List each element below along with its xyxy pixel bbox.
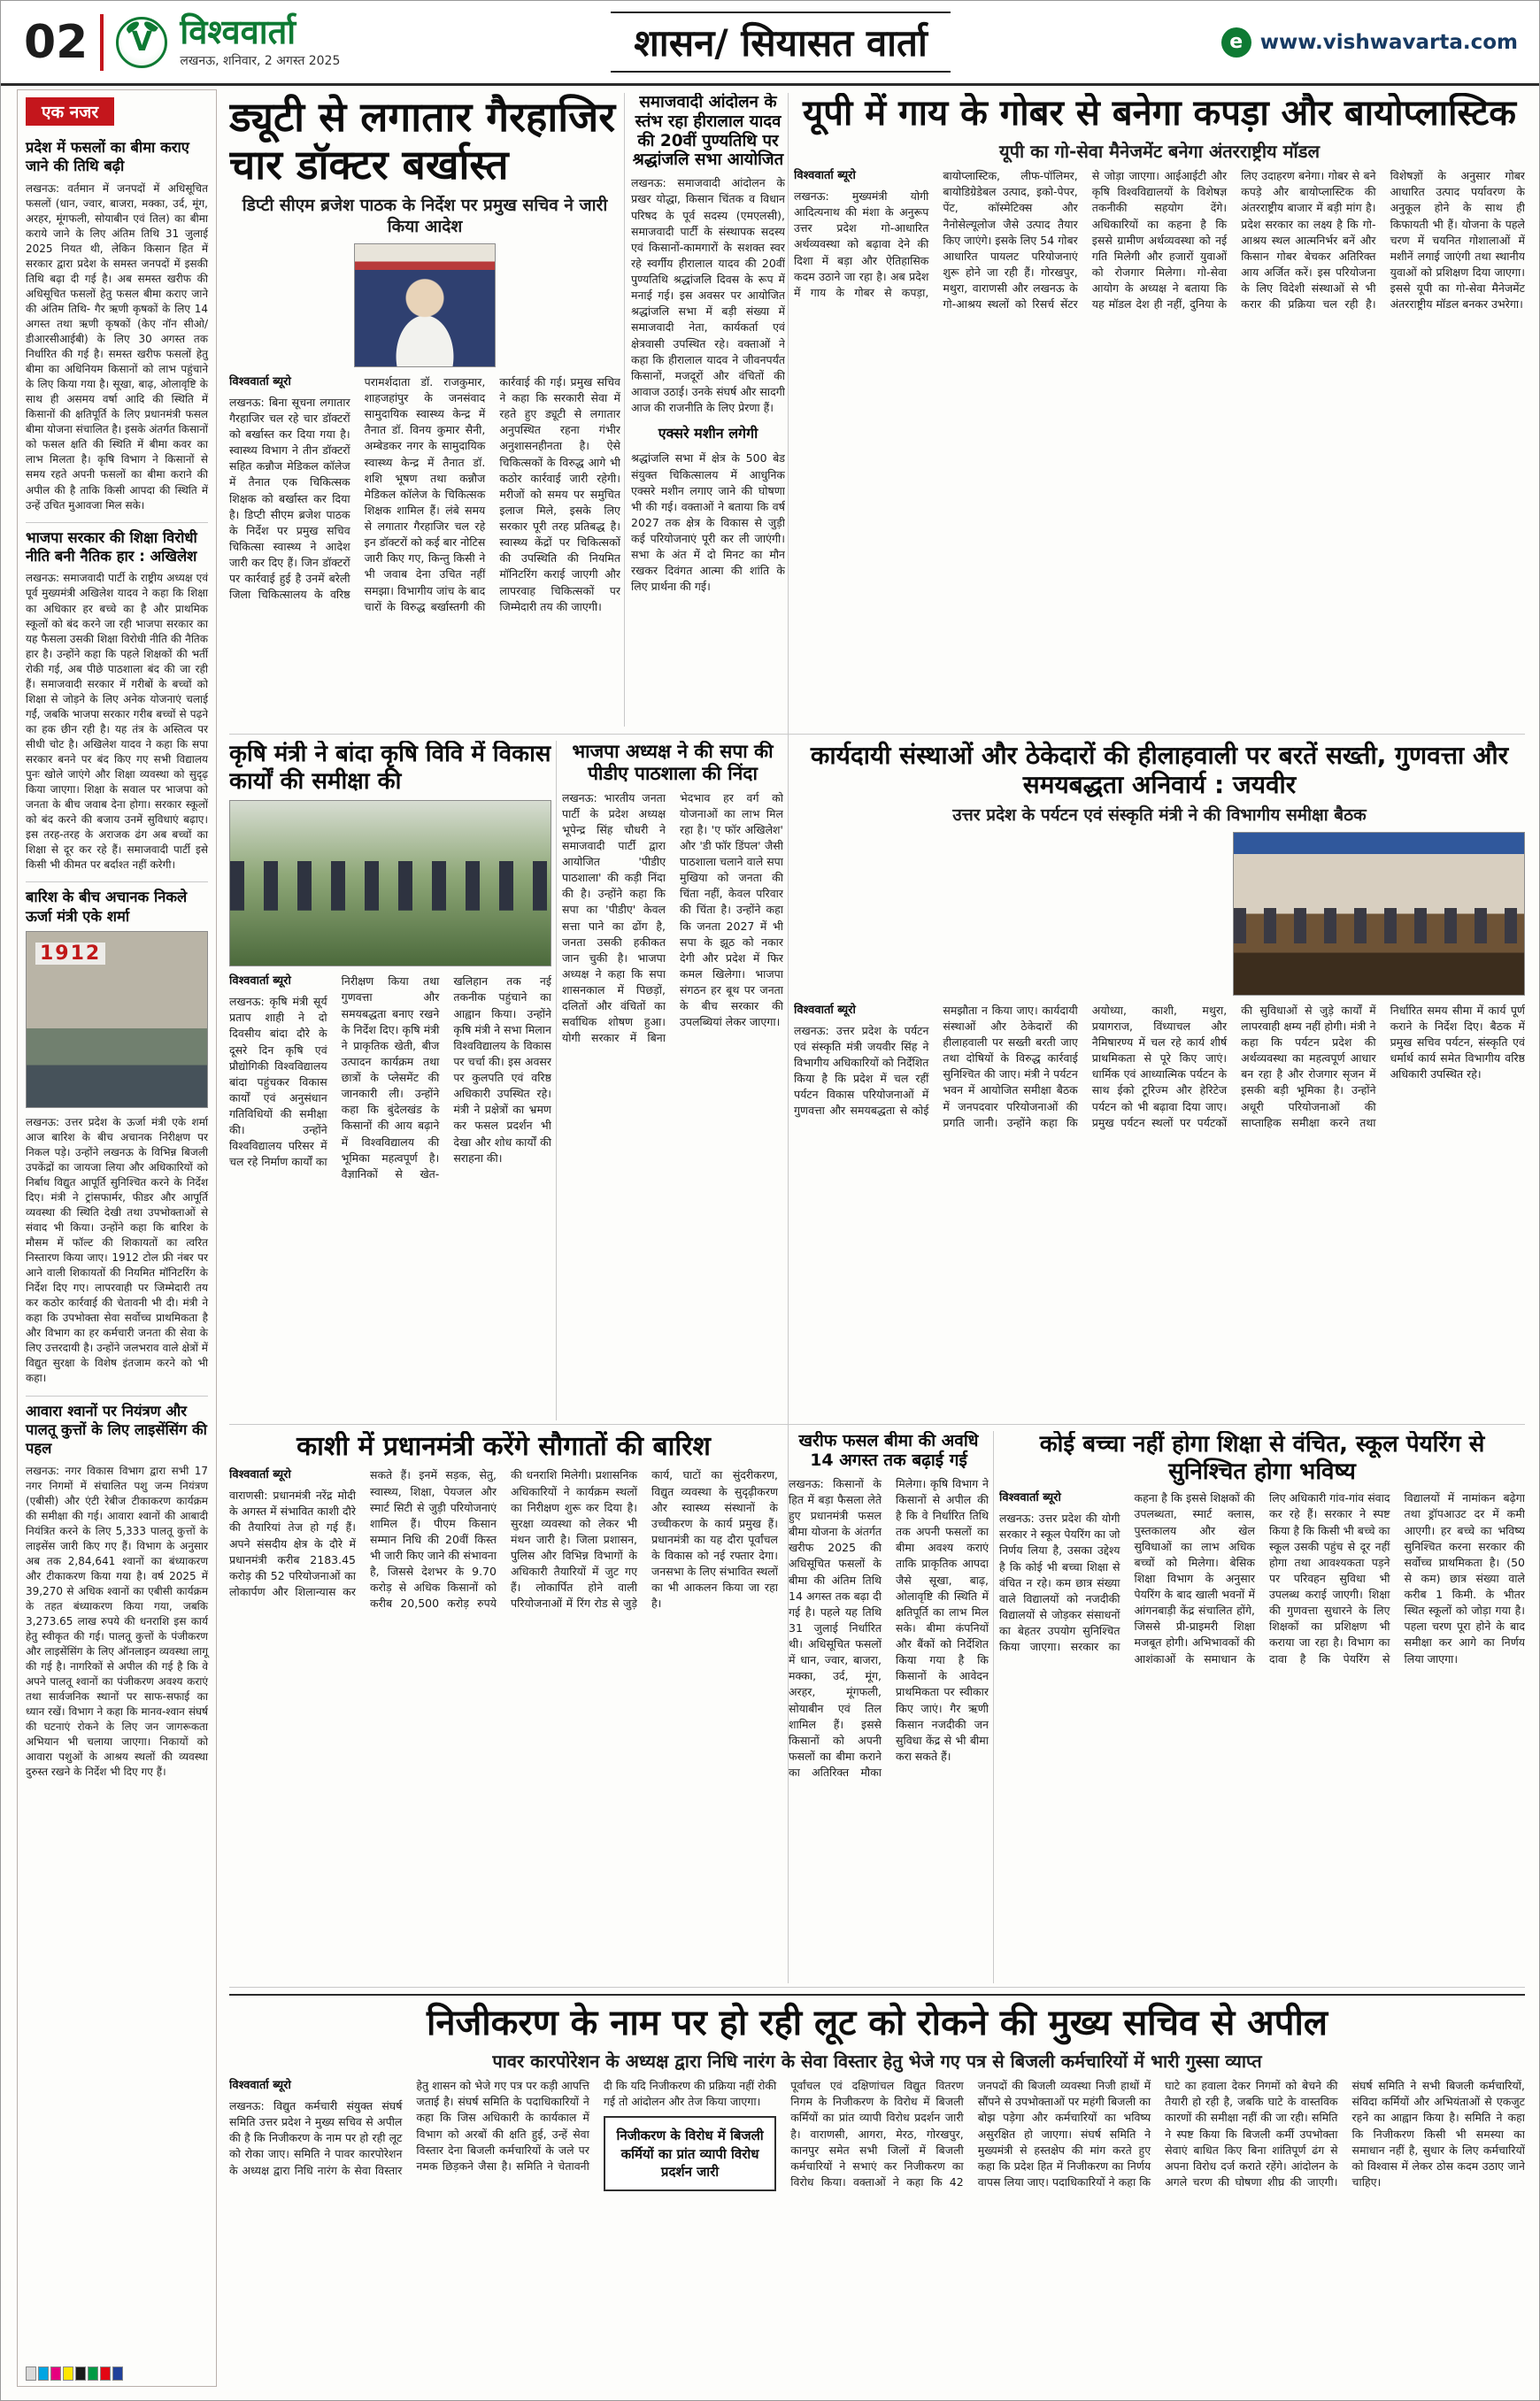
- article-crosshead: एक्सरे मशीन लगेगी: [658, 425, 758, 442]
- row-divider: [229, 734, 1525, 735]
- byline: विश्ववार्ता ब्यूरो: [229, 374, 291, 389]
- article-body: [794, 1003, 1525, 1131]
- article-headline: ड्यूटी से लगातार गैरहाजिर चार डॉक्टर बर्खास्त: [229, 93, 616, 189]
- print-mark: [50, 2366, 61, 2381]
- article-text: वाराणसी: प्रधानमंत्री नरेंद्र मोदी के अगस्त में संभावित काशी दौरे की तैयारियां तेज हो गई हैं। अपने संसदीय क्षेत्र के दौरे में प्रधानमंत्री करीब 2183.45 करोड़ की 52 परियोजनाओं का लोकार्पण और शिलान्यास कर सकते हैं। इनमें सड़क, सेतु, स्वास्थ्य, शिक्षा, पेयजल और स्मार्ट सिटी से जुड़ी परियोजनाएं शामिल हैं। पीएम किसान सम्मान निधि की 20वीं किस्त भी जारी किए जाने की संभावना है, जिससे देशभर के 9.70 करोड़ से अधिक किसानों को करीब 20,500 करोड़ रुपये की धनराशि मिलेगी। प्रशासनिक अधिकारियों ने कार्यक्रम स्थलों का निरीक्षण शुरू कर दिया है। सुरक्षा व्यवस्था को लेकर भी मंथन जारी है। जिला प्रशासन, पुलिस और विभिन्न विभागों के अधिकारी तैयारियों में जुट गए हैं। लोकार्पित होने वाली परियोजनाओं में रिंग रोड से जुड़े कार्य, घाटों का सुंदरीकरण, विद्युत व्यवस्था के सुदृढ़ीकरण और स्वास्थ्य संस्थानों के उच्चीकरण के कार्य प्रमुख हैं। प्रधानमंत्री का यह दौरा पूर्वांचल के विकास को नई रफ्तार देगा। जनसभा के लिए संभावित स्थलों का भी आकलन किया जा रहा है।: [229, 1468, 778, 1611]
- sidebar-title: एक नजर: [26, 97, 114, 126]
- article-tourism-minister-review: [794, 741, 1525, 1420]
- article-text: लखनऊ: विद्युत कर्मचारी संयुक्त संघर्ष समिति उत्तर प्रदेश ने मुख्य सचिव से अपील की है कि निजीकरण के नाम पर हो रही लूट को रोका जाए। समिति ने पावर कारपोरेशन के अध्यक्ष द्वारा निधि नारंग के सेवा विस्तार हेतु शासन को भेजे गए पत्र पर कड़ी आपत्ति जताई है। संघर्ष समिति के पदाधिकारियों ने कहा कि जिस अधिकारी के कार्यकाल में विभाग को अरबों की क्षति हुई, उन्हें सेवा विस्तार देना बिजली कर्मचारियों के जले पर नमक छिड़कने जैसा है। समिति ने चेतावनी दी कि यदि निजीकरण की प्रक्रिया नहीं रोकी गई तो आंदोलन और तेज किया जाएगा।: [229, 2079, 777, 2177]
- print-mark: [26, 2366, 36, 2381]
- byline: विश्ववार्ता ब्यूरो: [229, 2079, 291, 2093]
- article-body: [789, 1476, 989, 1781]
- sidebar-headline: आवारा श्वानों पर नियंत्रण और पालतू कुत्तों के लिए लाइसेंसिंग की पहल: [26, 1402, 207, 1458]
- article-body: [229, 374, 620, 615]
- sidebar-article-crop-insurance-date: [26, 133, 208, 523]
- article-text: पूर्वांचल एवं दक्षिणांचल विद्युत वितरण निगम के निजीकरण के विरोध में बिजली कर्मियों का प्रांत व्यापी विरोध प्रदर्शन जारी है। वाराणसी, आगरा, मेरठ, गोरखपुर, कानपुर समेत सभी जिलों में बिजली कर्मचारियों ने सभाएं कर निजीकरण का विरोध किया। वक्ताओं ने कहा कि 42 जनपदों की बिजली व्यवस्था निजी हाथों में सौंपने से उपभोक्ताओं पर महंगी बिजली का बोझ पड़ेगा और कर्मचारियों का भविष्य असुरक्षित हो जाएगा। संघर्ष समिति ने मुख्यमंत्री से हस्तक्षेप की मांग करते हुए कहा कि प्रदेश हित में निजीकरण का निर्णय वापस लिया जाए। पदाधिकारियों ने कहा कि घाटे का हवाला देकर निगमों को बेचने की तैयारी हो रही है, जबकि घाटे के वास्तविक कारणों की समीक्षा नहीं की जा रही। समिति ने स्पष्ट किया कि बिजली कर्मी उपभोक्ता सेवाएं बाधित किए बिना शांतिपूर्ण ढंग से अपना विरोध दर्ज कराते रहेंगे। आंदोलन के अगले चरण की घोषणा शीघ्र की जाएगी। संघर्ष समिति ने सभी बिजली कर्मचारियों, संविदा कर्मियों और अभियंताओं से एकजुट रहने का आह्वान किया है। समिति ने कहा कि निजीकरण किसी भी समस्या का समाधान नहीं है, सुधार के लिए कर्मचारियों को विश्वास में लेकर ठोस कदम उठाए जाने चाहिए।: [790, 2079, 1525, 2189]
- sidebar-article-stray-dogs-licensing: [26, 1397, 208, 1789]
- masthead-logo: [116, 17, 167, 68]
- sidebar-body: लखनऊ: उत्तर प्रदेश के ऊर्जा मंत्री एके शर्मा आज बारिश के बीच अचानक निरीक्षण पर निकल पड़े। उन्होंने लखनऊ के विभिन्न बिजली उपकेंद्रों का जायजा लिया और अधिकारियों को निर्बाध विद्युत आपूर्ति सुनिश्चित करने के निर्देश दिए। मंत्री ने ट्रांसफार्मर, फीडर और आपूर्ति व्यवस्था की स्थिति देखी तथा उपभोक्ताओं से संवाद भी किया। उन्होंने कहा कि बारिश के मौसम में फॉल्ट की शिकायतों का त्वरित निस्तारण किया जाए। 1912 टोल फ्री नंबर पर आने वाली शिकायतों की नियमित मॉनिटरिंग के निर्देश दिए गए। लापरवाही पर जिम्मेदारी तय कर कठोर कार्रवाई की चेतावनी भी दी। मंत्री ने कहा कि उपभोक्ता सेवा सर्वोच्च प्राथमिकता है और विभाग का हर कर्मचारी जनता की सेवा के लिए उत्तरदायी है। उन्होंने जलभराव वाले क्षेत्रों में विद्युत सुरक्षा के विशेष इंतजाम करने को भी कहा।: [26, 1115, 208, 1385]
- article-headline: यूपी में गाय के गोबर से बनेगा कपड़ा और बायोप्लास्टिक: [803, 93, 1516, 134]
- photo-energy-minister-inspection: [26, 931, 208, 1108]
- sidebar-headline: बारिश के बीच अचानक निकले ऊर्जा मंत्री एके शर्मा: [26, 889, 188, 925]
- article-text: लखनऊ: उत्तर प्रदेश की योगी सरकार ने स्कूल पेयरिंग का जो निर्णय लिया है, उसका उद्देश्य है कि कोई भी बच्चा शिक्षा से वंचित न रहे। कम छात्र संख्या वाले विद्यालयों को नजदीकी विद्यालयों से जोड़कर संसाधनों का बेहतर उपयोग सुनिश्चित किया जाएगा। सरकार का कहना है कि इससे शिक्षकों की उपलब्धता, स्मार्ट क्लास, पुस्तकालय और खेल सुविधाओं का लाभ अधिक बच्चों को मिलेगा। बेसिक शिक्षा विभाग के अनुसार पेयरिंग के बाद खाली भवनों में आंगनबाड़ी केंद्र संचालित होंगे, जिससे प्री-प्राइमरी शिक्षा मजबूत होगी। अभिभावकों की आशंकाओं के समाधान के लिए अधिकारी गांव-गांव संवाद कर रहे हैं। सरकार ने स्पष्ट किया है कि किसी भी बच्चे का स्कूल उसकी पहुंच से दूर नहीं होगा तथा आवश्यकता पड़ने पर परिवहन सुविधा भी उपलब्ध कराई जाएगी। शिक्षा की गुणवत्ता सुधारने के लिए शिक्षकों का प्रशिक्षण भी कराया जा रहा है। विभाग का दावा है कि पेयरिंग से विद्यालयों में नामांकन बढ़ेगा तथा ड्रॉपआउट दर में कमी आएगी। हर बच्चे का भविष्य सुनिश्चित करना सरकार की सर्वोच्च प्राथमिकता है। (50 से कम) छात्र संख्या वाले करीब 1 किमी. के भीतर स्थित स्कूलों को जोड़ा गया है। पहला चरण पूरा होने के बाद समीक्षा कर आगे का निर्णय लिया जाएगा।: [999, 1491, 1525, 1666]
- row-divider: [229, 1424, 1525, 1425]
- section-title: शासन/ सियासत वार्ता: [611, 12, 951, 73]
- article-hiralal-yadav-tribute: [631, 93, 785, 730]
- article-text: लखनऊ: समाजवादी आंदोलन के प्रखर योद्धा, किसान चिंतक व विधान परिषद के पूर्व सदस्य (एमएलसी), समाजवादी पार्टी के संस्थापक सदस्य एवं किसानों-कामगारों के सशक्त स्वर रहे स्वर्गीय हीरालाल यादव की 20वीं पुण्यतिथि श्रद्धांजलि दिवस के रूप में मनाई गई। इस अवसर पर आयोजित श्रद्धांजलि सभा में बड़ी संख्या में समाजवादी नेता, कार्यकर्ता एवं क्षेत्रवासी उपस्थित रहे। वक्ताओं ने कहा कि हीरालाल यादव ने जीवनपर्यंत किसानों, मजदूरों और वंचितों की आवाज उठाई। उनके संघर्ष और सादगी आज की राजनीति के लिए प्रेरणा हैं।: [631, 176, 785, 415]
- article-headline: निजीकरण के नाम पर हो रही लूट को रोकने की मुख्य सचिव से अपील: [229, 1994, 1525, 2044]
- print-mark: [63, 2366, 73, 2381]
- article-subhead: उत्तर प्रदेश के पर्यटन एवं संस्कृति मंत्री ने की विभागीय समीक्षा बैठक: [952, 805, 1367, 826]
- article-headline: समाजवादी आंदोलन के स्तंभ रहा हीरालाल यादव की 20वीं पुण्यतिथि पर श्रद्धांजलि सभा आयोजित: [632, 93, 784, 170]
- article-text: श्रद्धांजलि सभा में क्षेत्र के 500 बेड संयुक्त चिकित्सालय में आधुनिक एक्सरे मशीन लगाए जाने की घोषणा भी की गई। वक्ताओं ने बताया कि वर्ष 2027 तक क्षेत्र के विकास से जुड़ी कई परियोजनाएं पूरी कर ली जाएंगी। सभा के अंत में दो मिनट का मौन रखकर दिवंगत आत्मा की शांति के लिए प्रार्थना की गई।: [631, 451, 785, 594]
- print-mark: [100, 2366, 111, 2381]
- article-text: लखनऊ: मुख्यमंत्री योगी आदित्यनाथ की मंशा के अनुरूप उत्तर प्रदेश गो-आधारित अर्थव्यवस्था को बढ़ावा देने की दिशा में बड़ा और ऐतिहासिक कदम उठाने जा रहा है। अब प्रदेश में गाय के गोबर से कपड़ा, बायोप्लास्टिक, लीफ-पॉलिमर, बायोडिग्रेडेबल उत्पाद, इको-पेपर, पेंट, कॉस्मेटिक्स और नैनोसेल्यूलोज जैसे उत्पाद तैयार किए जाएंगे। इसके लिए 54 गोबर आधारित पायलट परियोजनाएं शुरू होने जा रही हैं। गोरखपुर, मथुरा, वाराणसी और लखनऊ के गो-आश्रय स्थलों को रिसर्च सेंटर से जोड़ा जाएगा। आईआईटी और कृषि विश्वविद्यालयों के विशेषज्ञ तकनीकी सहयोग देंगे। अधिकारियों का कहना है कि इससे ग्रामीण अर्थव्यवस्था को नई गति मिलेगी और हजारों युवाओं को रोजगार मिलेगा। गो-सेवा आयोग के अध्यक्ष ने बताया कि यह मॉडल देश ही नहीं, दुनिया के लिए उदाहरण बनेगा। गोबर से बने कपड़े और बायोप्लास्टिक की अंतरराष्ट्रीय बाजार में बड़ी मांग है। प्रदेश सरकार का लक्ष्य है कि गो-आश्रय स्थल आत्मनिर्भर बनें और किसान गोबर बेचकर अतिरिक्त आय अर्जित करें। इस परियोजना के लिए विदेशी संस्थाओं से भी करार की प्रक्रिया चल रही है। विशेषज्ञों के अनुसार गोबर आधारित उत्पाद पर्यावरण के अनुकूल होने के साथ ही किफायती भी हैं। योजना के पहले चरण में चयनित गोशालाओं में मशीनें लगाई जाएंगी तथा स्थानीय युवाओं को प्रशिक्षण दिया जाएगा। इससे यूपी का गो-सेवा मैनेजमेंट अंतरराष्ट्रीय मॉडल बनकर उभरेगा।: [794, 169, 1525, 312]
- byline: विश्ववार्ता ब्यूरो: [794, 1003, 856, 1017]
- article-headline: कृषि मंत्री ने बांदा कृषि विवि में विकास कार्यों की समीक्षा की: [229, 741, 551, 795]
- sidebar-ek-nazar: [17, 89, 217, 2387]
- sidebar-article-akhilesh-education: [26, 523, 208, 883]
- byline: विश्ववार्ता ब्यूरो: [794, 169, 856, 183]
- masthead-text: [180, 12, 341, 69]
- page-header: [1, 1, 1540, 86]
- edition-dateline: लखनऊ, शनिवार, 2 अगस्त 2025: [180, 53, 341, 68]
- website-block: [1221, 27, 1518, 58]
- print-mark: [75, 2366, 86, 2381]
- website-url[interactable]: www.vishwavarta.com: [1259, 30, 1518, 54]
- photo-review-meeting: [1233, 832, 1525, 996]
- article-body: [229, 1467, 778, 1612]
- article-privatization-appeal: [229, 1994, 1525, 2380]
- sidebar-headline: भाजपा सरकार की शिक्षा विरोधी नीति बनी नैतिक हार : अखिलेश: [26, 528, 197, 565]
- article-text: लखनऊ: बिना सूचना लगातार गैरहाजिर चल रहे चार डॉक्टरों को बर्खास्त कर दिया गया है। स्वास्थ्य विभाग ने तीन डॉक्टरों सहित कन्नौज मेडिकल कॉलेज में तैनात एक चिकित्सक शिक्षक को बर्खास्त कर दिया है। डिप्टी सीएम ब्रजेश पाठक के निर्देश पर प्रमुख सचिव चिकित्सा स्वास्थ्य ने आदेश जारी कर दिए हैं। जिन डॉक्टरों पर कार्रवाई हुई है उनमें बरेली जिला चिकित्सालय के वरिष्ठ परामर्शदाता डॉ. राजकुमार, शाहजहांपुर के जनसंवाद सामुदायिक स्वास्थ्य केन्द्र में तैनात डॉ. विनय कुमार सैनी, अम्बेडकर नगर के सामुदायिक स्वास्थ्य केन्द्र में तैनात डॉ. शशि भूषण तथा कन्नौज मेडिकल कॉलेज के चिकित्सक शिक्षक शामिल हैं। लंबे समय से लगातार गैरहाजिर चल रहे इन डॉक्टरों को कई बार नोटिस जारी किए गए, किन्तु किसी ने भी जवाब देना उचित नहीं समझा। विभागीय जांच के बाद चारों के विरुद्ध बर्खास्तगी की कार्रवाई की गई। प्रमुख सचिव ने कहा कि सरकारी सेवा में रहते हुए ड्यूटी से लगातार अनुपस्थित रहना गंभीर अनुशासनहीनता है। ऐसे चिकित्सकों के विरुद्ध आगे भी कठोर कार्रवाई जारी रहेगी। मरीजों को समय पर समुचित इलाज मिले, इसके लिए सरकार पूरी तरह प्रतिबद्ध है। स्वास्थ्य केंद्रों पर चिकित्सकों की उपस्थिति की नियमित मॉनिटरिंग कराई जाएगी और लापरवाह चिकित्सकों पर जिम्मेदारी तय की जाएगी।: [229, 374, 620, 613]
- photo-wall-number: 1912: [35, 943, 105, 965]
- protest-box-note: निजीकरण के विरोध में बिजली कर्मियों का प्रांत व्यापी विरोध प्रदर्शन जारी: [604, 2116, 776, 2191]
- byline: विश्ववार्ता ब्यूरो: [229, 1468, 291, 1482]
- article-text: लखनऊ: कृषि मंत्री सूर्य प्रताप शाही ने दो दिवसीय बांदा दौरे के दूसरे दिन कृषि एवं प्रौद्योगिकी विश्वविद्यालय बांदा पहुंचकर विकास कार्यों एवं अनुसंधान गतिविधियों की समीक्षा की। उन्होंने विश्वविद्यालय परिसर में चल रहे निर्माण कार्यों का निरीक्षण किया तथा गुणवत्ता और समयबद्धता बनाए रखने के निर्देश दिए। कृषि मंत्री ने प्राकृतिक खेती, बीज उत्पादन कार्यक्रम तथा छात्रों के प्लेसमेंट की जानकारी ली। उन्होंने कहा कि बुंदेलखंड के किसानों की आय बढ़ाने में विश्वविद्यालय की भूमिका महत्वपूर्ण है। वैज्ञानिकों से खेत-खलिहान तक नई तकनीक पहुंचाने का आह्वान किया। उन्होंने कृषि मंत्री ने सभा मिलान विश्वविद्यालय के विकास पर चर्चा की। इस अवसर पर कुलपति एवं वरिष्ठ अधिकारी उपस्थित रहे। मंत्री ने प्रक्षेत्रों का भ्रमण कर फसल प्रदर्शन भी देखा और शोध कार्यों की सराहना की।: [229, 974, 551, 1181]
- print-mark: [112, 2366, 123, 2381]
- column-divider: [556, 741, 557, 1420]
- print-mark: [88, 2366, 98, 2381]
- sidebar-body: लखनऊ: समाजवादी पार्टी के राष्ट्रीय अध्यक्ष एवं पूर्व मुख्यमंत्री अखिलेश यादव ने कहा कि शिक्षा का अधिकार हर बच्चे का है और प्राथमिक स्कूलों को बंद करने जा रही भाजपा सरकार का यह फैसला उसकी शिक्षा विरोधी नीति की नैतिक हार है। उन्होंने कहा कि पहले शिक्षकों की भर्ती रोकी गई, अब पीछे पाठशाला बंद की जा रही हैं। समाजवादी सरकार में गरीबों के बच्चों को शिक्षा से जोड़ने के लिए अनेक योजनाएं चलाई गईं, जबकि भाजपा सरकार गरीब बच्चों से पढ़ने का हक छीन रही है। यह तंत्र के अस्तित्व पर सीधी चोट है। अखिलेश यादव ने कहा कि सपा सरकार बनने पर बंद किए गए सभी विद्यालय पुनः खोले जाएंगे और शिक्षा व्यवस्था को सुदृढ़ किया जाएगा। शिक्षा के सवाल पर भाजपा को जनता के बीच जवाब देना होगा। सरकार स्कूलों को बंद करने की बजाय उनमें सुविधाएं बढ़ाए। इस तरह-तरह के अराजक ढंग अब बच्चों का शिक्षा से दूर कर रहे हैं। समाजवादी पार्टी इसे किसी भी कीमत पर बर्दाश्त नहीं करेगी।: [26, 572, 208, 872]
- print-color-bar: [26, 2366, 123, 2381]
- column-divider: [993, 1431, 994, 1983]
- byline: विश्ववार्ता ब्यूरो: [999, 1491, 1061, 1505]
- article-text: लखनऊ: किसानों के हित में बड़ा फैसला लेते हुए प्रधानमंत्री फसल बीमा योजना के अंतर्गत खरीफ 2025 की अधिसूचित फसलों के बीमा की अंतिम तिथि 14 अगस्त तक बढ़ा दी गई है। पहले यह तिथि 31 जुलाई निर्धारित थी। अधिसूचित फसलों में धान, ज्वार, बाजरा, मक्का, उर्द, मूंग, अरहर, मूंगफली, सोयाबीन एवं तिल शामिल हैं। इससे किसानों को अपनी फसलों का बीमा कराने का अतिरिक्त मौका मिलेगा। कृषि विभाग ने किसानों से अपील की है कि वे निर्धारित तिथि तक अपनी फसलों का बीमा अवश्य कराएं ताकि प्राकृतिक आपदा जैसे सूखा, बाढ़, ओलावृष्टि की स्थिति में क्षतिपूर्ति का लाभ मिल सके। बीमा कंपनियों और बैंकों को निर्देशित किया गया है कि किसानों के आवेदन प्राथमिकता पर स्वीकार किए जाएं। गैर ऋणी किसान नजदीकी जन सुविधा केंद्र से भी बीमा करा सकते हैं।: [789, 1476, 989, 1780]
- page-number: 02: [24, 15, 89, 69]
- article-kharif-insurance-extension: [789, 1431, 989, 1983]
- section-title-block: [611, 12, 951, 73]
- article-headline: काशी में प्रधानमंत्री करेंगे सौगातों की बारिश: [296, 1431, 711, 1462]
- article-body: [229, 2078, 1525, 2191]
- article-cow-dung-bioplastic: [794, 93, 1525, 730]
- photo-minister-field-visit: [229, 800, 551, 966]
- column-divider: [624, 93, 625, 727]
- article-body: [999, 1490, 1525, 1666]
- sidebar-body: लखनऊ: वर्तमान में जनपदों में अधिसूचित फसलों (धान, ज्वार, बाजरा, मक्का, उर्द, मूंग, अरहर, मूंगफली, सोयाबीन एवं तिल) का बीमा कराये जाने के लिए अंतिम तिथि 31 जुलाई 2025 नियत थी, लेकिन किसान हित में सरकार द्वारा प्रदेश के समस्त जनपदों में इसकी तिथि बढ़ा दी गई है। अब समस्त खरीफ की अधिसूचित फसलों हेतु फसल बीमा कराए जाने की अंतिम तिथि- गैर ऋणी कृषकों के लिए 14 अगस्त तथा ऋणी कृषकों (केए नॉन सीओ/डीआरसीआईबी) के लिए 30 अगस्त तक निर्धारित की गई है। समस्त खरीफ फसलों हेतु बीमा का अधिनियम किसानों को लाभ पहुंचाने के लिए किया गया है। सूखा, बाढ़, ओलावृष्टि के साथ ही असमय वर्षा आदि की स्थिति में किसानों की क्षतिपूर्ति के लिए प्रधानमंत्री फसल बीमा योजना संचालित है। इसके अंतर्गत किसानों को फसल क्षति की स्थिति में बीमा कवर का लाभ मिलता है। कृषि विभाग ने किसानों से समय रहते अपनी फसलों का बीमा कराने की अपील की है ताकि किसी आपदा की स्थिति में उन्हें उचित मुआवजा मिल सके।: [26, 181, 208, 512]
- article-headline: खरीफ फसल बीमा की अवधि 14 अगस्त तक बढ़ाई गई: [798, 1431, 979, 1471]
- column-divider: [788, 93, 789, 1983]
- masthead-block: [24, 14, 340, 71]
- photo-brajesh-pathak: [354, 243, 496, 367]
- article-text: लखनऊ: उत्तर प्रदेश के पर्यटन एवं संस्कृति मंत्री जयवीर सिंह ने विभागीय अधिकारियों को निर्देशित किया है कि प्रदेश में चल रहीं पर्यटन विकास परियोजनाओं में गुणवत्ता और समयबद्धता से कोई समझौता न किया जाए। कार्यदायी संस्थाओं और ठेकेदारों की हीलाहवाली पर सख्ती बरती जाए तथा दोषियों के विरुद्ध कार्रवाई सुनिश्चित की जाए। मंत्री ने पर्यटन भवन में आयोजित समीक्षा बैठक में जनपदवार परियोजनाओं की प्रगति जानी। उन्होंने कहा कि अयोध्या, काशी, मथुरा, प्रयागराज, विंध्याचल और नैमिषारण्य में चल रहे कार्य शीर्ष प्राथमिकता से पूरे किए जाएं। धार्मिक एवं आध्यात्मिक पर्यटन के साथ ईको टूरिज्म और हेरिटेज पर्यटन को भी बढ़ावा दिया जाए। प्रमुख पर्यटन स्थलों पर पर्यटकों की सुविधाओं से जुड़े कार्यों में लापरवाही क्षम्य नहीं होगी। मंत्री ने कहा कि पर्यटन प्रदेश की अर्थव्यवस्था का महत्वपूर्ण आधार बन रहा है और रोजगार सृजन में इसकी बड़ी भूमिका है। उन्होंने अधूरी परियोजनाओं की साप्ताहिक समीक्षा करने तथा निर्धारित समय सीमा में कार्य पूर्ण कराने के निर्देश दिए। बैठक में प्रमुख सचिव पर्यटन, संस्कृति एवं धर्मार्थ कार्य समेत विभागीय वरिष्ठ अधिकारी उपस्थित रहे।: [794, 1003, 1525, 1129]
- article-doctors-dismissed: [229, 93, 620, 730]
- article-headline: भाजपा अध्यक्ष ने की सपा की पीडीए पाठशाला की निंदा: [572, 741, 774, 784]
- article-body: [794, 168, 1525, 312]
- masthead-title: विश्ववार्ता: [180, 12, 296, 52]
- article-bjp-president-pda-criticism: [562, 741, 783, 1420]
- article-subhead: यूपी का गो-सेवा मैनेजमेंट बनेगा अंतरराष्ट्रीय मॉडल: [999, 141, 1320, 163]
- sidebar-body: लखनऊ: नगर विकास विभाग द्वारा सभी 17 नगर निगमों में संचालित पशु जन्म नियंत्रण (एबीसी) और एंटी रेबीज टीकाकरण कार्यक्रम की समीक्षा की गई। आवारा श्वानों की आबादी नियंत्रित करने के लिए 5,333 पालतू कुत्तों के लाइसेंस जारी किए गए हैं। विभाग के अनुसार अब तक 2,84,641 श्वानों का बंध्याकरण और टीकाकरण किया गया है। वर्ष 2025 में 39,270 से अधिक श्वानों का एबीसी कार्यक्रम के तहत बंध्याकरण किया गया, जबकि 3,273.65 लाख रुपये की धनराशि इस कार्य हेतु स्वीकृत की गई। पालतू कुत्तों के पंजीकरण और लाइसेंसिंग के लिए ऑनलाइन व्यवस्था लागू की गई है। नागरिकों से अपील की गई है कि वे अपने पालतू श्वानों का पंजीकरण अवश्य कराएं तथा सार्वजनिक स्थानों पर साफ-सफाई का ध्यान रखें। विभाग ने कहा कि मानव-श्वान संघर्ष की घटनाएं रोकने के लिए जन जागरूकता अभियान भी चलाया जाएगा। निकायों को आवारा पशुओं के आश्रय स्थलों की व्यवस्था दुरुस्त रखने के निर्देश भी दिए गए हैं।: [26, 1464, 208, 1779]
- article-headline: कार्यदायी संस्थाओं और ठेकेदारों की हीलाहवाली पर बरतें सख्ती, गुणवत्ता और समयबद्धता अनिवार्य : जयवीर: [810, 741, 1509, 800]
- sidebar-article-energy-minister: [26, 882, 208, 1396]
- article-body: [562, 790, 783, 1047]
- article-subhead: डिप्टी सीएम ब्रजेश पाठक के निर्देश पर प्रमुख सचिव ने जारी किया आदेश: [242, 195, 608, 237]
- article-subhead: पावर कारपोरेशन के अध्यक्ष द्वारा निधि नारंग के सेवा विस्तार हेतु भेजे गए पत्र से बिजली कर्मचारियों में भारी गुस्सा व्याप्त: [492, 2051, 1262, 2073]
- row-divider: [229, 1987, 1525, 1988]
- article-school-pairing: [999, 1431, 1525, 1983]
- article-body: [229, 973, 551, 1182]
- article-pm-kashi-projects: [229, 1431, 778, 1983]
- byline: विश्ववार्ता ब्यूरो: [229, 974, 291, 989]
- website-e-icon: e: [1221, 27, 1251, 58]
- article-body: [631, 175, 785, 601]
- print-mark: [38, 2366, 49, 2381]
- header-red-divider: [100, 14, 104, 71]
- article-headline: कोई बच्चा नहीं होगा शिक्षा से वंचित, स्कूल पेयरिंग से सुनिश्चित होगा भविष्य: [1039, 1431, 1485, 1485]
- sidebar-headline: प्रदेश में फसलों का बीमा कराए जाने की तिथि बढ़ी: [26, 139, 189, 175]
- logo-v-mark: V: [131, 27, 152, 58]
- article-text: लखनऊ: भारतीय जनता पार्टी के प्रदेश अध्यक्ष भूपेन्द्र सिंह चौधरी ने समाजवादी पार्टी द्वारा आयोजित 'पीडीए पाठशाला' की कड़ी निंदा की है। उन्होंने कहा कि सपा का 'पीडीए' केवल सत्ता पाने का ढोंग है, जनता उसकी हकीकत जान चुकी है। भाजपा अध्यक्ष ने कहा कि सपा शासनकाल में पिछड़ों, दलितों और वंचितों का सर्वाधिक शोषण हुआ। योगी सरकार में बिना भेदभाव हर वर्ग को योजनाओं का लाभ मिल रहा है। 'ए फॉर अखिलेश' और 'डी फॉर डिंपल' जैसी पाठशाला चलाने वाले सपा मुखिया को जनता की चिंता नहीं, केवल परिवार की चिंता है। उन्होंने कहा कि जनता 2027 में भी सपा के झूठ को नकार देगी और प्रदेश में फिर कमल खिलेगा। भाजपा संगठन हर बूथ पर जनता के बीच सरकार की उपलब्धियां लेकर जाएगा।: [562, 790, 783, 1045]
- article-agriculture-minister-banda: [229, 741, 551, 1420]
